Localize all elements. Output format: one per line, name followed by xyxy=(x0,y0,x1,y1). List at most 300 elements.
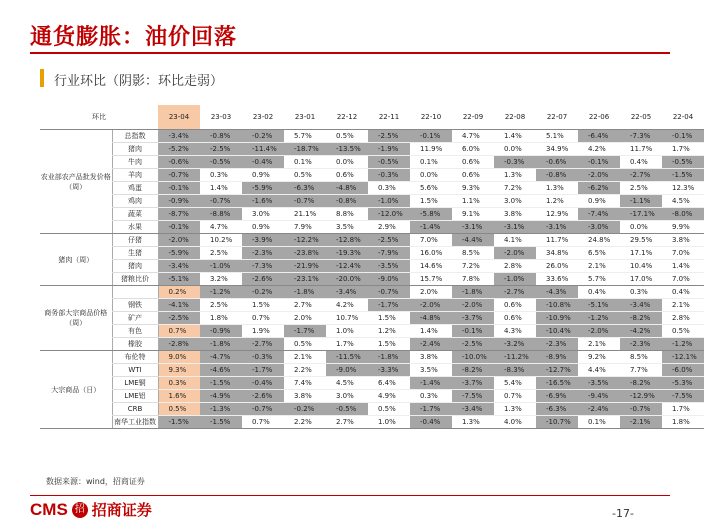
value-cell: 4.2% xyxy=(578,143,620,156)
value-cell: 4.9% xyxy=(368,390,410,403)
value-cell: -7.5% xyxy=(662,390,704,403)
value-cell: 6.0% xyxy=(452,143,494,156)
value-cell: -0.8% xyxy=(200,130,242,143)
value-cell: 16.0% xyxy=(410,247,452,260)
value-cell: 8.5% xyxy=(620,351,662,364)
value-cell: 7.0% xyxy=(662,247,704,260)
value-cell: -3.4% xyxy=(158,260,200,273)
value-cell: -1.1% xyxy=(620,195,662,208)
value-cell: 0.3% xyxy=(200,169,242,182)
value-cell: -4.1% xyxy=(158,299,200,312)
mom-change-table xyxy=(40,105,704,429)
value-cell: 14.6% xyxy=(410,260,452,273)
value-cell: -1.8% xyxy=(284,286,326,299)
value-cell: 3.0% xyxy=(494,195,536,208)
value-cell: -8.9% xyxy=(536,351,578,364)
value-cell: -0.3% xyxy=(368,169,410,182)
value-cell: 1.7% xyxy=(326,338,368,351)
table-row xyxy=(40,143,704,156)
value-cell: 3.8% xyxy=(284,390,326,403)
value-cell: 7.8% xyxy=(452,273,494,286)
table-row xyxy=(40,182,704,195)
value-cell: -12.8% xyxy=(326,234,368,247)
value-cell: -1.5% xyxy=(158,416,200,429)
value-cell: -0.9% xyxy=(200,325,242,338)
value-cell: -6.9% xyxy=(536,390,578,403)
value-cell: 1.4% xyxy=(200,182,242,195)
value-cell: 33.6% xyxy=(536,273,578,286)
value-cell: 3.5% xyxy=(326,221,368,234)
value-cell: -10.0% xyxy=(452,351,494,364)
value-cell: 4.0% xyxy=(494,416,536,429)
value-cell: 1.2% xyxy=(368,325,410,338)
value-cell: -2.5% xyxy=(368,234,410,247)
value-cell: 1.0% xyxy=(326,325,368,338)
value-cell: 4.2% xyxy=(326,299,368,312)
column-header: 22-09 xyxy=(452,105,494,130)
value-cell: -3.1% xyxy=(536,221,578,234)
value-cell: 0.7% xyxy=(242,312,284,325)
value-cell: -10.7% xyxy=(536,416,578,429)
column-header: 22-07 xyxy=(536,105,578,130)
value-cell: -3.2% xyxy=(494,338,536,351)
value-cell: 0.6% xyxy=(452,169,494,182)
value-cell: -0.4% xyxy=(242,156,284,169)
value-cell: 0.7% xyxy=(242,416,284,429)
value-cell: -11.4% xyxy=(242,143,284,156)
value-cell: -2.8% xyxy=(158,338,200,351)
value-cell: -2.0% xyxy=(158,234,200,247)
value-cell: 5.1% xyxy=(536,130,578,143)
value-cell: 5.4% xyxy=(494,377,536,390)
value-cell: -2.3% xyxy=(242,247,284,260)
item-label: 总指数 xyxy=(112,130,158,143)
value-cell: -1.4% xyxy=(410,377,452,390)
value-cell: -2.0% xyxy=(578,325,620,338)
value-cell: 4.7% xyxy=(200,221,242,234)
value-cell: 12.3% xyxy=(662,182,704,195)
value-cell: 7.7% xyxy=(620,364,662,377)
value-cell: 34.8% xyxy=(536,247,578,260)
table-row xyxy=(40,377,704,390)
value-cell: -2.3% xyxy=(536,338,578,351)
value-cell: 7.4% xyxy=(284,377,326,390)
value-cell: -4.4% xyxy=(452,234,494,247)
table-row xyxy=(40,156,704,169)
value-cell: -3.1% xyxy=(494,221,536,234)
value-cell: -0.6% xyxy=(158,156,200,169)
item-label: 猪肉 xyxy=(112,143,158,156)
section-title: 行业环比（阴影：环比走弱） xyxy=(54,74,224,89)
value-cell: 0.5% xyxy=(326,130,368,143)
value-cell: -10.9% xyxy=(536,312,578,325)
column-header: 23-02 xyxy=(242,105,284,130)
value-cell: 4.3% xyxy=(494,325,536,338)
table-row xyxy=(40,403,704,416)
value-cell: 6.4% xyxy=(368,377,410,390)
value-cell: 1.8% xyxy=(662,416,704,429)
value-cell: -2.7% xyxy=(242,338,284,351)
value-cell: 0.6% xyxy=(494,312,536,325)
value-cell: 29.5% xyxy=(620,234,662,247)
value-cell: -1.3% xyxy=(200,403,242,416)
column-header: 22-10 xyxy=(410,105,452,130)
value-cell: -2.6% xyxy=(242,390,284,403)
value-cell: -0.5% xyxy=(368,156,410,169)
slide-title: 通货膨胀：油价回落 xyxy=(30,25,238,50)
value-cell: 3.8% xyxy=(494,208,536,221)
value-cell: -0.1% xyxy=(662,130,704,143)
item-label: 牛肉 xyxy=(112,156,158,169)
value-cell: -0.1% xyxy=(410,130,452,143)
value-cell: 8.5% xyxy=(452,247,494,260)
value-cell: -2.0% xyxy=(452,299,494,312)
item-label xyxy=(112,286,158,299)
table-row xyxy=(40,208,704,221)
value-cell: -9.0% xyxy=(368,273,410,286)
value-cell: -3.4% xyxy=(326,286,368,299)
value-cell: -3.5% xyxy=(368,260,410,273)
column-header: 22-04 xyxy=(662,105,704,130)
item-label: 水果 xyxy=(112,221,158,234)
value-cell: -0.8% xyxy=(326,195,368,208)
item-label: 布伦特 xyxy=(112,351,158,364)
value-cell: 2.2% xyxy=(284,416,326,429)
value-cell: -1.2% xyxy=(578,312,620,325)
value-cell: -7.4% xyxy=(578,208,620,221)
value-cell: 0.1% xyxy=(578,416,620,429)
value-cell: 0.6% xyxy=(452,156,494,169)
value-cell: -12.2% xyxy=(284,234,326,247)
table-row xyxy=(40,351,704,364)
value-cell: -2.6% xyxy=(242,273,284,286)
corner-header: 环比 xyxy=(40,105,158,130)
value-cell: -7.9% xyxy=(368,247,410,260)
value-cell: 2.1% xyxy=(578,260,620,273)
value-cell: 2.8% xyxy=(662,312,704,325)
value-cell: 24.8% xyxy=(578,234,620,247)
value-cell: -1.5% xyxy=(200,416,242,429)
value-cell: -21.9% xyxy=(284,260,326,273)
value-cell: 0.0% xyxy=(620,221,662,234)
value-cell: 1.7% xyxy=(662,403,704,416)
value-cell: -12.4% xyxy=(326,260,368,273)
value-cell: -6.3% xyxy=(536,403,578,416)
item-label: 猪粮比价 xyxy=(112,273,158,286)
value-cell: -10.4% xyxy=(536,325,578,338)
value-cell: 1.4% xyxy=(410,325,452,338)
value-cell: -8.3% xyxy=(494,364,536,377)
value-cell: -10.8% xyxy=(536,299,578,312)
value-cell: -1.7% xyxy=(368,299,410,312)
value-cell: -1.2% xyxy=(662,338,704,351)
value-cell: -11.2% xyxy=(494,351,536,364)
value-cell: 1.8% xyxy=(200,312,242,325)
value-cell: 2.5% xyxy=(200,247,242,260)
value-cell: -16.5% xyxy=(536,377,578,390)
value-cell: 10.7% xyxy=(326,312,368,325)
value-cell: 1.6% xyxy=(158,390,200,403)
value-cell: -3.1% xyxy=(452,221,494,234)
item-label: 羊肉 xyxy=(112,169,158,182)
value-cell: -3.7% xyxy=(452,312,494,325)
value-cell: 17.0% xyxy=(620,273,662,286)
value-cell: 15.7% xyxy=(410,273,452,286)
value-cell: -1.9% xyxy=(368,143,410,156)
value-cell: -11.5% xyxy=(326,351,368,364)
group-label: 农业部农产品批发价格（周） xyxy=(40,130,112,234)
value-cell: -1.6% xyxy=(242,195,284,208)
value-cell: 9.0% xyxy=(158,351,200,364)
value-cell: -12.7% xyxy=(536,364,578,377)
item-label: LME铜 xyxy=(112,377,158,390)
table-row xyxy=(40,416,704,429)
value-cell: 9.2% xyxy=(578,351,620,364)
value-cell: 4.4% xyxy=(578,364,620,377)
value-cell: -19.3% xyxy=(326,247,368,260)
value-cell: -0.2% xyxy=(242,130,284,143)
value-cell: 0.4% xyxy=(620,156,662,169)
value-cell: 10.2% xyxy=(200,234,242,247)
value-cell: 17.1% xyxy=(620,247,662,260)
column-header: 22-06 xyxy=(578,105,620,130)
value-cell: 1.3% xyxy=(536,182,578,195)
table-row xyxy=(40,338,704,351)
logo-text: CMS xyxy=(30,499,68,519)
value-cell: -3.4% xyxy=(620,299,662,312)
value-cell: 2.9% xyxy=(368,221,410,234)
value-cell: 1.3% xyxy=(494,169,536,182)
value-cell: -0.1% xyxy=(158,221,200,234)
value-cell: -2.7% xyxy=(620,169,662,182)
value-cell: -4.7% xyxy=(200,351,242,364)
value-cell: 0.5% xyxy=(284,338,326,351)
value-cell: 3.0% xyxy=(326,390,368,403)
table-row xyxy=(40,221,704,234)
value-cell: -0.1% xyxy=(158,182,200,195)
value-cell: 0.9% xyxy=(242,169,284,182)
value-cell: -1.8% xyxy=(452,286,494,299)
table-row xyxy=(40,286,704,299)
value-cell: 1.5% xyxy=(242,299,284,312)
value-cell: -2.3% xyxy=(620,338,662,351)
value-cell: 1.7% xyxy=(662,143,704,156)
value-cell: 5.6% xyxy=(410,182,452,195)
item-label: 橡胶 xyxy=(112,338,158,351)
value-cell: -1.8% xyxy=(368,351,410,364)
value-cell: 9.3% xyxy=(452,182,494,195)
value-cell: 2.1% xyxy=(284,351,326,364)
value-cell: -18.7% xyxy=(284,143,326,156)
value-cell: 7.2% xyxy=(494,182,536,195)
column-header: 23-03 xyxy=(200,105,242,130)
value-cell: 0.7% xyxy=(494,390,536,403)
item-label: 生猪 xyxy=(112,247,158,260)
value-cell: 1.3% xyxy=(452,416,494,429)
value-cell: -4.9% xyxy=(200,390,242,403)
value-cell: -20.0% xyxy=(326,273,368,286)
value-cell: -4.2% xyxy=(620,325,662,338)
value-cell: -12.9% xyxy=(620,390,662,403)
value-cell: -8.0% xyxy=(662,208,704,221)
value-cell: -6.3% xyxy=(284,182,326,195)
value-cell: 3.2% xyxy=(200,273,242,286)
page-number: -17- xyxy=(612,507,634,520)
value-cell: -1.2% xyxy=(200,286,242,299)
table-row xyxy=(40,325,704,338)
value-cell: -3.0% xyxy=(578,221,620,234)
value-cell: 7.9% xyxy=(284,221,326,234)
value-cell: 4.5% xyxy=(662,195,704,208)
value-cell: 2.1% xyxy=(578,338,620,351)
value-cell: 3.8% xyxy=(662,234,704,247)
value-cell: -0.7% xyxy=(620,403,662,416)
column-header: 22-05 xyxy=(620,105,662,130)
value-cell: 1.5% xyxy=(368,338,410,351)
value-cell: 0.6% xyxy=(494,299,536,312)
value-cell: -12.1% xyxy=(662,351,704,364)
value-cell: -1.5% xyxy=(662,169,704,182)
value-cell: -5.2% xyxy=(158,143,200,156)
value-cell: -0.8% xyxy=(536,169,578,182)
item-label: 矿产 xyxy=(112,312,158,325)
value-cell: -23.8% xyxy=(284,247,326,260)
value-cell: 12.9% xyxy=(536,208,578,221)
value-cell: 2.8% xyxy=(494,260,536,273)
value-cell: -9.4% xyxy=(578,390,620,403)
value-cell: -2.4% xyxy=(410,338,452,351)
value-cell: -0.5% xyxy=(326,403,368,416)
value-cell: 1.4% xyxy=(662,260,704,273)
value-cell: 0.3% xyxy=(620,286,662,299)
value-cell: 1.9% xyxy=(242,325,284,338)
value-cell: 9.3% xyxy=(158,364,200,377)
value-cell: -8.8% xyxy=(200,208,242,221)
value-cell: 7.2% xyxy=(452,260,494,273)
value-cell: 5.7% xyxy=(578,273,620,286)
value-cell: 0.2% xyxy=(158,286,200,299)
value-cell: -13.5% xyxy=(326,143,368,156)
value-cell: -1.0% xyxy=(200,260,242,273)
table-row xyxy=(40,247,704,260)
value-cell: -2.5% xyxy=(158,312,200,325)
value-cell: -6.0% xyxy=(662,364,704,377)
value-cell: 0.7% xyxy=(158,325,200,338)
table-row xyxy=(40,169,704,182)
value-cell: 2.5% xyxy=(200,299,242,312)
value-cell: 34.9% xyxy=(536,143,578,156)
item-label: LME铝 xyxy=(112,390,158,403)
value-cell: -0.1% xyxy=(452,325,494,338)
table-container xyxy=(40,105,697,473)
value-cell: 26.0% xyxy=(536,260,578,273)
value-cell: 1.0% xyxy=(368,416,410,429)
value-cell: 3.0% xyxy=(242,208,284,221)
value-cell: 1.4% xyxy=(494,130,536,143)
table-row xyxy=(40,273,704,286)
value-cell: -8.2% xyxy=(452,364,494,377)
table-row xyxy=(40,364,704,377)
value-cell: -6.2% xyxy=(578,182,620,195)
value-cell: 2.1% xyxy=(662,299,704,312)
value-cell: -8.2% xyxy=(620,377,662,390)
value-cell: -3.9% xyxy=(242,234,284,247)
value-cell: -7.3% xyxy=(620,130,662,143)
column-header: 22-11 xyxy=(368,105,410,130)
value-cell: -5.1% xyxy=(158,273,200,286)
item-label: 南华工业指数 xyxy=(112,416,158,429)
value-cell: -0.7% xyxy=(242,403,284,416)
value-cell: 0.3% xyxy=(410,390,452,403)
value-cell: -0.3% xyxy=(494,156,536,169)
group-label: 大宗商品（日） xyxy=(40,351,112,429)
item-label: 猪肉 xyxy=(112,260,158,273)
value-cell: 2.7% xyxy=(326,416,368,429)
footer-divider xyxy=(30,495,670,496)
item-label: 鸡肉 xyxy=(112,195,158,208)
logo-cn-text: 招商证券 xyxy=(91,501,152,519)
table-row xyxy=(40,299,704,312)
value-cell: -0.3% xyxy=(242,351,284,364)
value-cell: -0.7% xyxy=(200,195,242,208)
value-cell: -0.7% xyxy=(368,286,410,299)
value-cell: 0.3% xyxy=(368,182,410,195)
table-header-row xyxy=(40,105,704,130)
item-label: 蔬菜 xyxy=(112,208,158,221)
value-cell: -0.5% xyxy=(662,156,704,169)
value-cell: -5.3% xyxy=(662,377,704,390)
value-cell: -5.9% xyxy=(158,247,200,260)
value-cell: -2.0% xyxy=(578,169,620,182)
value-cell: -0.7% xyxy=(158,169,200,182)
value-cell: 10.4% xyxy=(620,260,662,273)
value-cell: -3.4% xyxy=(158,130,200,143)
value-cell: -4.8% xyxy=(326,182,368,195)
value-cell: -9.0% xyxy=(326,364,368,377)
table-row xyxy=(40,130,704,143)
value-cell: -12.0% xyxy=(368,208,410,221)
source-note: 数据来源：wind，招商证券 xyxy=(46,477,145,486)
value-cell: 0.6% xyxy=(326,169,368,182)
value-cell: 11.7% xyxy=(536,234,578,247)
value-cell: -4.3% xyxy=(536,286,578,299)
value-cell: -8.2% xyxy=(620,312,662,325)
value-cell: -0.2% xyxy=(284,403,326,416)
value-cell: 2.7% xyxy=(284,299,326,312)
section-marker xyxy=(40,69,44,87)
value-cell: 7.0% xyxy=(662,273,704,286)
value-cell: 1.5% xyxy=(368,312,410,325)
value-cell: -3.4% xyxy=(452,403,494,416)
value-cell: -3.7% xyxy=(452,377,494,390)
value-cell: 4.7% xyxy=(452,130,494,143)
value-cell: -3.5% xyxy=(578,377,620,390)
value-cell: -17.1% xyxy=(620,208,662,221)
value-cell: 0.9% xyxy=(578,195,620,208)
value-cell: -0.5% xyxy=(200,156,242,169)
value-cell: -4.6% xyxy=(200,364,242,377)
item-label: CRB xyxy=(112,403,158,416)
value-cell: -1.0% xyxy=(368,195,410,208)
value-cell: -2.5% xyxy=(368,130,410,143)
value-cell: -3.3% xyxy=(368,364,410,377)
value-cell: 0.0% xyxy=(326,156,368,169)
value-cell: -4.8% xyxy=(410,312,452,325)
column-header: 22-12 xyxy=(326,105,368,130)
value-cell: 4.5% xyxy=(326,377,368,390)
value-cell: -23.1% xyxy=(284,273,326,286)
table-row xyxy=(40,312,704,325)
